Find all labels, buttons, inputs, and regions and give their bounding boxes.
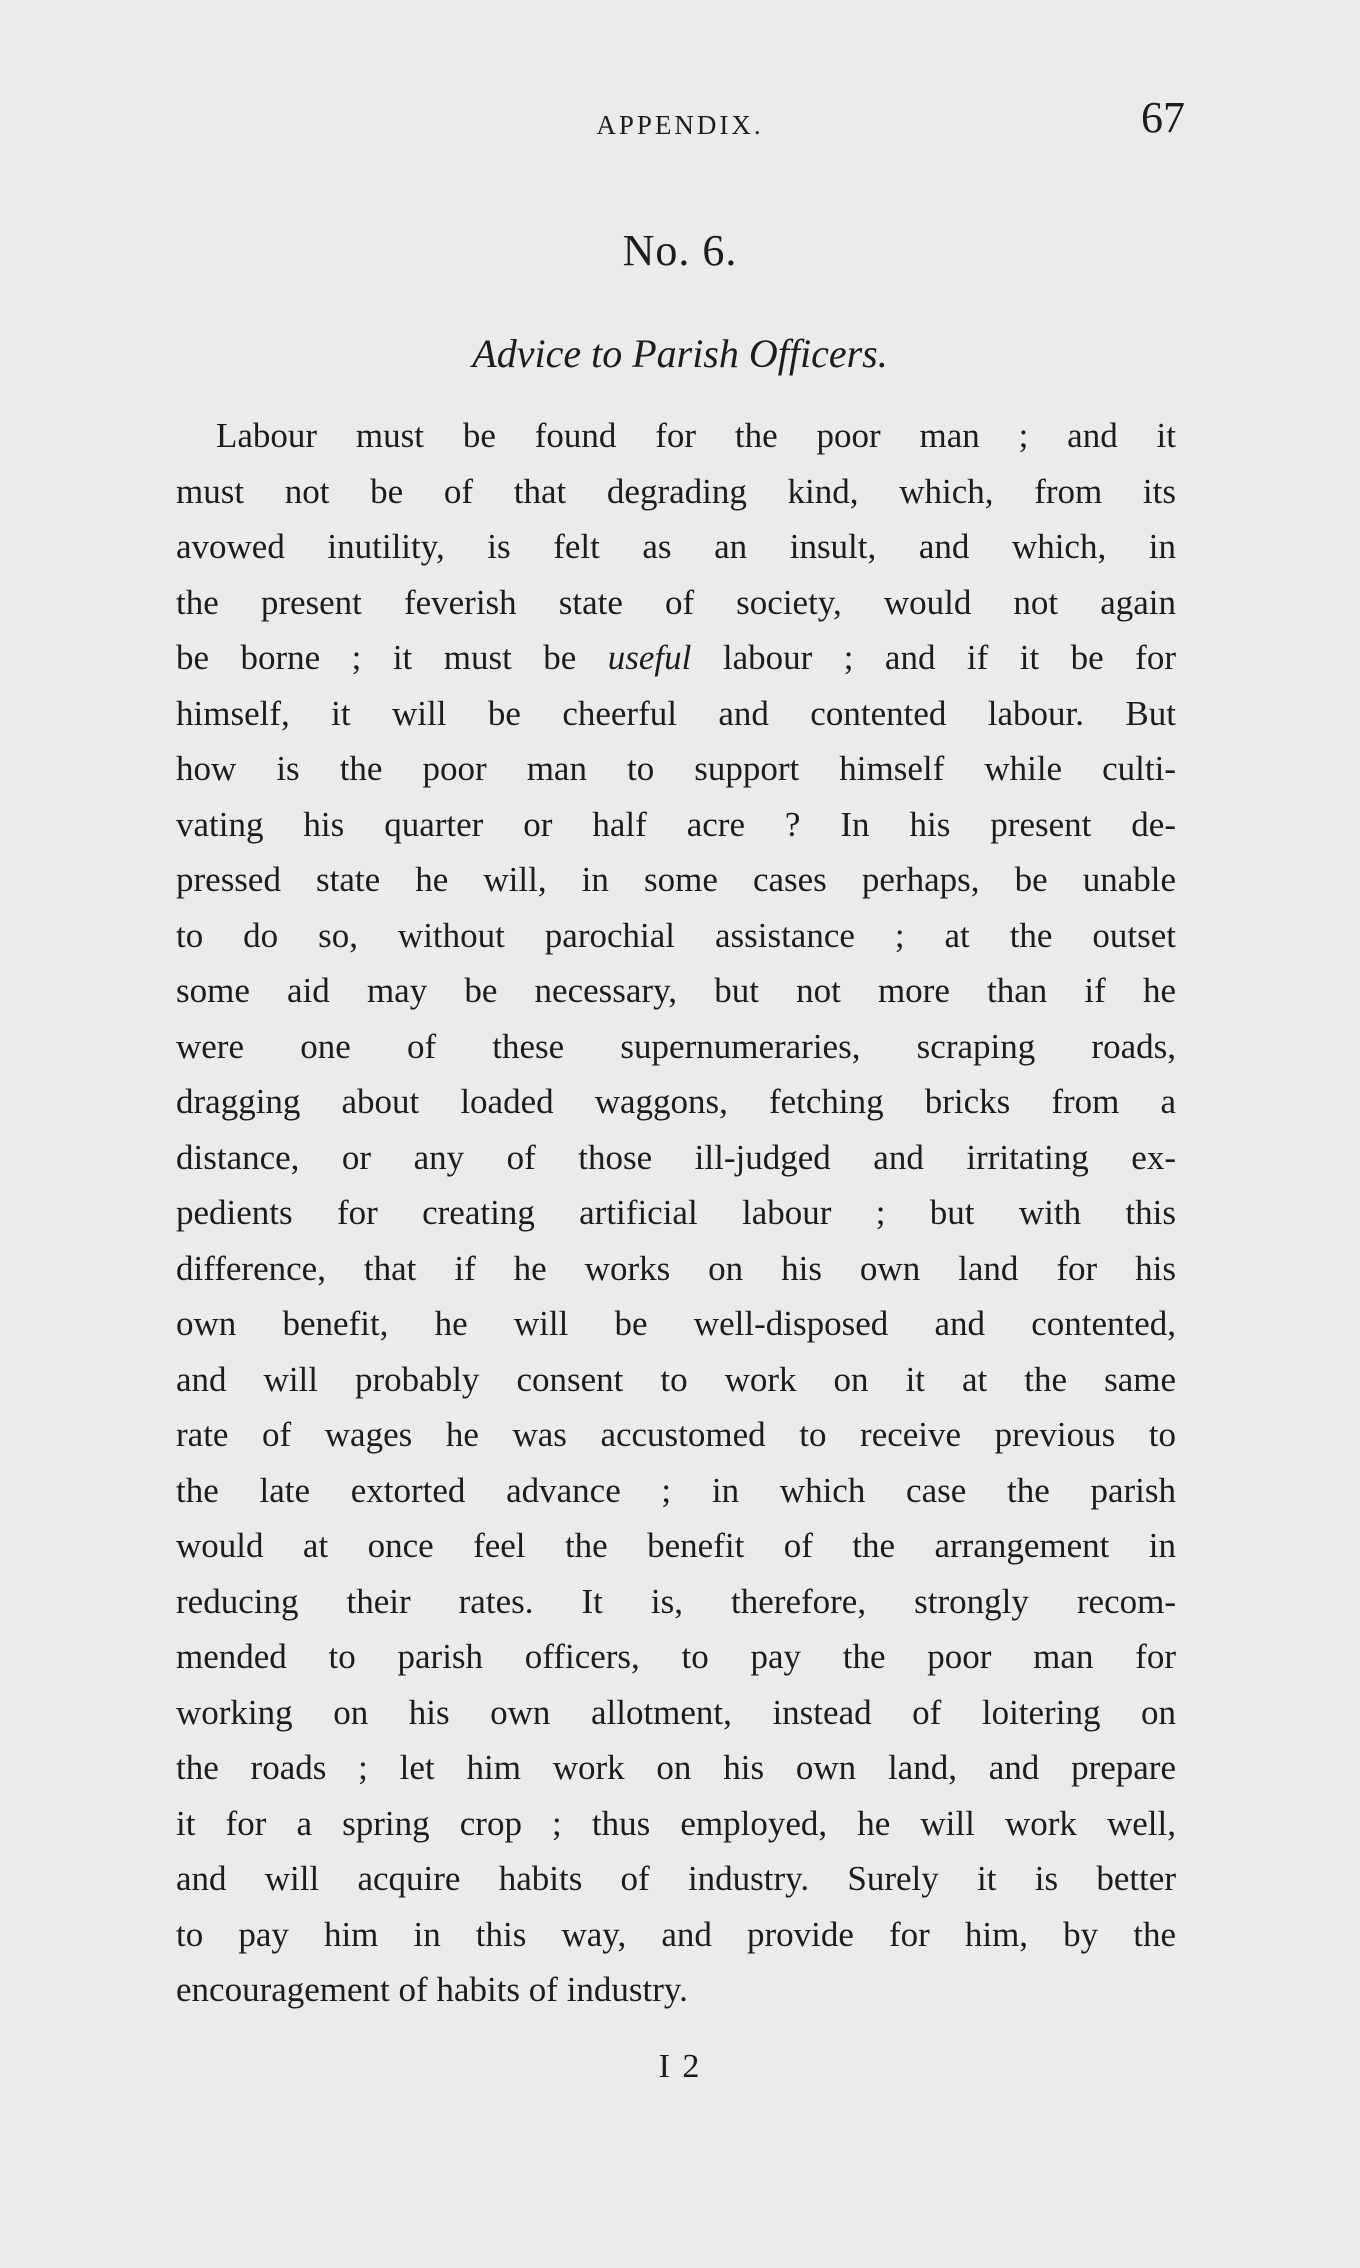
- text-line: were one of these supernumeraries, scraping roads,: [176, 1026, 1176, 1066]
- text-line: vating his quarter or half acre ? In his present de-: [176, 804, 1176, 844]
- text-line: distance, or any of those ill-judged and irritating ex-: [176, 1137, 1176, 1177]
- body-paragraph: [176, 408, 1176, 2018]
- text-line: must not be of that degrading kind, which, from its: [176, 471, 1176, 511]
- text-line: some aid may be necessary, but not more than if he: [176, 971, 1176, 1010]
- text-line: reducing their rates. It is, therefore, strongly recom-: [176, 1581, 1176, 1621]
- text-line: and will acquire habits of industry. Surely it is better: [176, 1859, 1176, 1898]
- page-number: 67: [1141, 93, 1185, 142]
- text-line: the present feverish state of society, would not again: [176, 582, 1176, 622]
- text-line: working on his own allotment, instead of loitering on: [176, 1692, 1176, 1732]
- text-line: difference, that if he works on his own land for his: [176, 1248, 1176, 1288]
- text-line: how is the poor man to support himself while culti-: [176, 749, 1176, 788]
- text-line: dragging about loaded waggons, fetching bricks from a: [176, 1082, 1176, 1121]
- text-line: himself, it will be cheerful and contented labour. But: [176, 693, 1176, 733]
- signature-mark: I 2: [658, 2048, 702, 2085]
- document-title: Advice to Parish Officers.: [472, 331, 888, 376]
- text-line: Labour must be found for the poor man ; and it: [216, 416, 1176, 455]
- page-header: [175, 92, 1185, 152]
- text-line: would at once feel the benefit of the arrangement in: [176, 1526, 1176, 1565]
- text-line-last: encouragement of habits of industry.: [176, 1970, 688, 2009]
- text-segment: be borne ; it must be: [176, 638, 608, 677]
- text-line-with-emphasis: [176, 630, 1176, 686]
- text-segment: labour ; and if it be for: [691, 638, 1176, 677]
- text-line: to do so, without parochial assistance ; at the outset: [176, 915, 1176, 955]
- text-line: the late extorted advance ; in which case the parish: [176, 1470, 1176, 1510]
- text-line: it for a spring crop ; thus employed, he will work well,: [176, 1803, 1176, 1843]
- text-line: pedients for creating artificial labour ; but with this: [176, 1193, 1176, 1232]
- running-head: APPENDIX.: [596, 110, 764, 140]
- text-line: own benefit, he will be well-disposed and contented,: [176, 1304, 1176, 1343]
- text-line: pressed state he will, in some cases perhaps, be unable: [176, 860, 1176, 899]
- text-line: rate of wages he was accustomed to receive previous to: [176, 1415, 1176, 1454]
- text-line: to pay him in this way, and provide for him, by the: [176, 1914, 1176, 1954]
- text-line: and will probably consent to work on it at the same: [176, 1359, 1176, 1399]
- text-line: mended to parish officers, to pay the poor man for: [176, 1637, 1176, 1676]
- emphasis-word: useful: [607, 638, 692, 677]
- document-number: No. 6.: [622, 226, 738, 275]
- text-line: the roads ; let him work on his own land, and prepare: [176, 1748, 1176, 1787]
- text-line: avowed inutility, is felt as an insult, and which, in: [176, 527, 1176, 566]
